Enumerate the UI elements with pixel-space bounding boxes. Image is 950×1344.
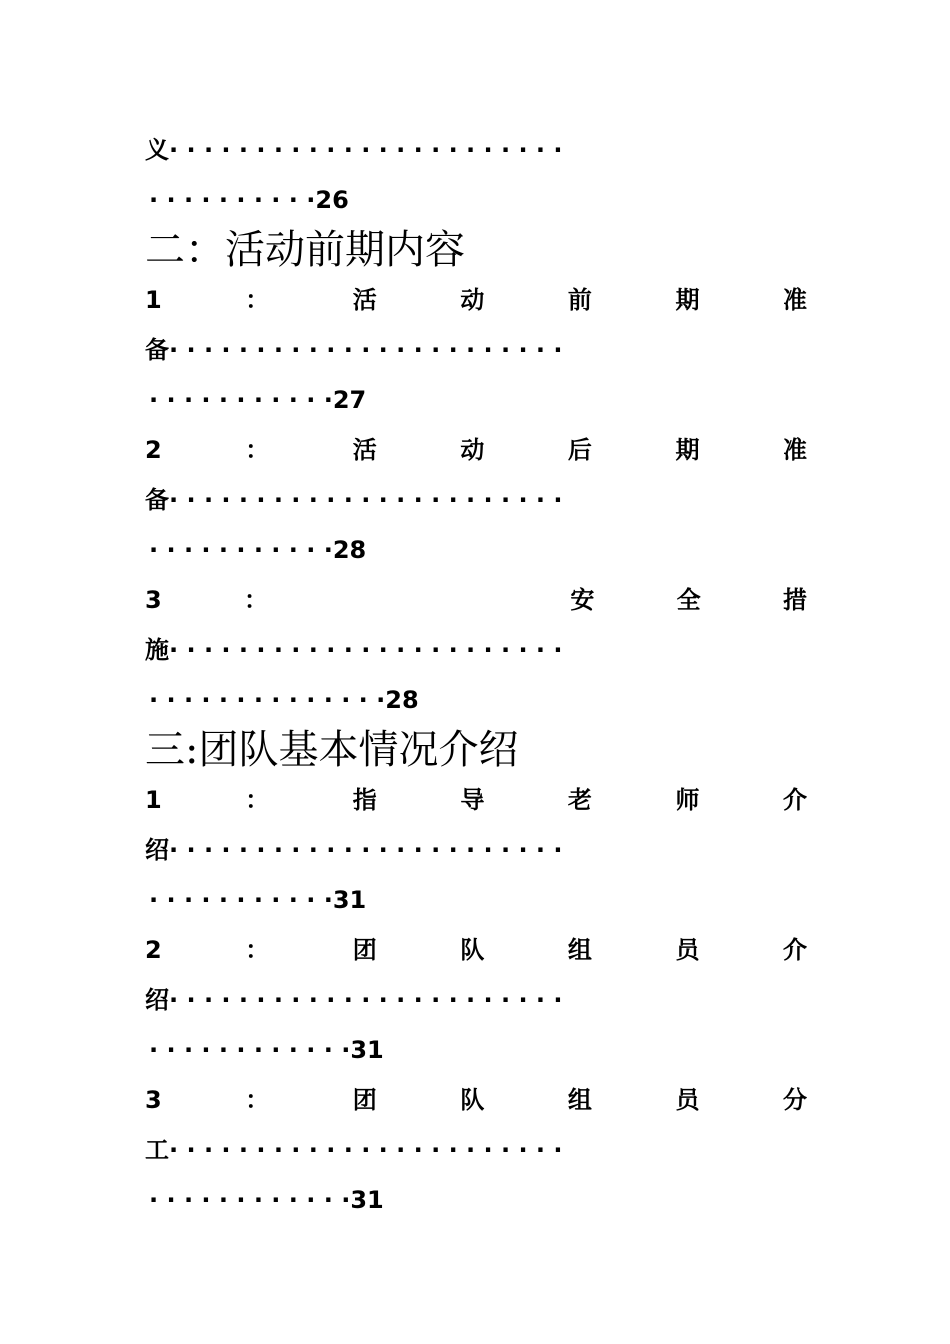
section-heading: 二：活动前期内容 [145, 227, 465, 273]
toc-entry-title-line [145, 925, 807, 975]
toc-page-number: 27 [332, 386, 367, 414]
toc-entry-char: 安 [570, 586, 595, 614]
toc-entry-lead: 工 [145, 1136, 169, 1164]
toc-leader-dots: · · · · · · · · · · · · · · · · · · · · · · · [169, 486, 563, 514]
toc-entry-tail-line [145, 125, 807, 175]
toc-entry-lead: 备 [145, 336, 169, 364]
toc-entry-char: 前 [567, 286, 592, 314]
toc-leader-dots: · · · · · · · · · · · [149, 886, 333, 914]
toc-page-number: 26 [315, 186, 349, 214]
toc-entry-char: 组 [567, 1086, 592, 1114]
toc-entry-lead: 施 [145, 636, 169, 664]
toc-leader-dots: · · · · · · · · · · · · · · · · · · · · · · · [169, 636, 563, 664]
toc-entry-colon: ： [245, 1086, 270, 1114]
toc-page-number: 31 [350, 1186, 384, 1214]
toc-entry-char: 员 [675, 1086, 700, 1114]
toc-entry-colon: ： [245, 786, 270, 814]
toc-entry-char: 期 [675, 436, 700, 464]
toc-entry-char: 措 [782, 586, 807, 614]
toc-leader-dots: · · · · · · · · · · [149, 186, 316, 214]
toc-entry-number: 1 [145, 286, 162, 314]
toc-entry-colon: ： [244, 586, 269, 614]
toc-entry-colon: ： [245, 436, 270, 464]
toc-entry-lead: 义 [145, 136, 169, 164]
table-of-contents [145, 125, 807, 1225]
toc-entry-lead: 备 [145, 486, 169, 514]
toc-entry-page-line [145, 875, 807, 925]
toc-entry-page-line [145, 1025, 807, 1075]
toc-entry-char: 员 [675, 936, 700, 964]
toc-entry-char: 动 [460, 436, 485, 464]
toc-entry-title-line [145, 1075, 807, 1125]
toc-entry-char: 老 [567, 786, 592, 814]
toc-entry-char: 活 [352, 286, 377, 314]
toc-leader-dots: · · · · · · · · · · · · · · [149, 686, 386, 714]
toc-entry-title-line [145, 775, 807, 825]
toc-entry-char: 准 [782, 436, 807, 464]
toc-entry-page-line [145, 525, 807, 575]
toc-entry-char: 准 [782, 286, 807, 314]
toc-entry-char: 师 [675, 786, 700, 814]
toc-entry-number: 3 [145, 1086, 162, 1114]
toc-entry-char: 团 [352, 936, 377, 964]
toc-page-number: 31 [332, 886, 367, 914]
toc-entry-char: 分 [782, 1086, 807, 1114]
toc-leader-dots: · · · · · · · · · · · [149, 536, 333, 564]
toc-entry-number: 1 [145, 786, 162, 814]
toc-entry-char: 团 [352, 1086, 377, 1114]
toc-page-number: 28 [332, 536, 367, 564]
toc-entry-tail-line [145, 625, 807, 675]
toc-entry-char: 介 [782, 936, 807, 964]
section-heading: 三:团队基本情况介绍 [145, 727, 519, 773]
toc-entry-number: 2 [145, 436, 162, 464]
toc-entry-char: 活 [352, 436, 377, 464]
toc-entry-number: 3 [145, 586, 162, 614]
toc-entry-tail-line [145, 1125, 807, 1175]
toc-entry-char: 指 [352, 786, 377, 814]
toc-entry-title-line [145, 275, 807, 325]
toc-leader-dots: · · · · · · · · · · · · · · · · · · · · · · · [169, 336, 563, 364]
toc-entry-char: 组 [567, 936, 592, 964]
toc-entry-tail-line [145, 825, 807, 875]
toc-entry-lead: 绍 [145, 836, 169, 864]
toc-leader-dots: · · · · · · · · · · · · · · · · · · · · · · · [169, 986, 563, 1014]
toc-entry-page-line [145, 1175, 807, 1225]
toc-page-number: 31 [350, 1036, 384, 1064]
toc-entry-char: 全 [676, 586, 701, 614]
toc-entry-colon: ： [245, 936, 270, 964]
toc-leader-dots: · · · · · · · · · · · · · · · · · · · · · · · [169, 836, 563, 864]
toc-entry-title-line [145, 425, 807, 475]
toc-entry-char: 队 [460, 936, 485, 964]
toc-entry-lead: 绍 [145, 986, 169, 1014]
toc-entry-tail-line [145, 475, 807, 525]
toc-page-number: 28 [385, 686, 419, 714]
toc-entry-page-line [145, 375, 807, 425]
toc-leader-dots: · · · · · · · · · · · · · · · · · · · · · · · [169, 136, 563, 164]
toc-entry-page-line [145, 675, 807, 725]
toc-leader-dots: · · · · · · · · · · · · · · · · · · · · · · · [169, 1136, 563, 1164]
toc-entry-char: 导 [460, 786, 485, 814]
toc-entry-page-line [145, 175, 807, 225]
toc-entry-char: 介 [782, 786, 807, 814]
toc-leader-dots: · · · · · · · · · · · · [149, 1186, 351, 1214]
toc-leader-dots: · · · · · · · · · · · · [149, 1036, 351, 1064]
toc-entry-char: 队 [460, 1086, 485, 1114]
toc-entry-tail-line [145, 325, 807, 375]
toc-entry-number: 2 [145, 936, 162, 964]
toc-entry-colon: ： [245, 286, 270, 314]
toc-entry-char: 动 [460, 286, 485, 314]
toc-entry-char: 期 [675, 286, 700, 314]
toc-entry-char: 后 [567, 436, 592, 464]
toc-leader-dots: · · · · · · · · · · · [149, 386, 333, 414]
toc-entry-title-line [145, 575, 807, 625]
toc-entry-tail-line [145, 975, 807, 1025]
